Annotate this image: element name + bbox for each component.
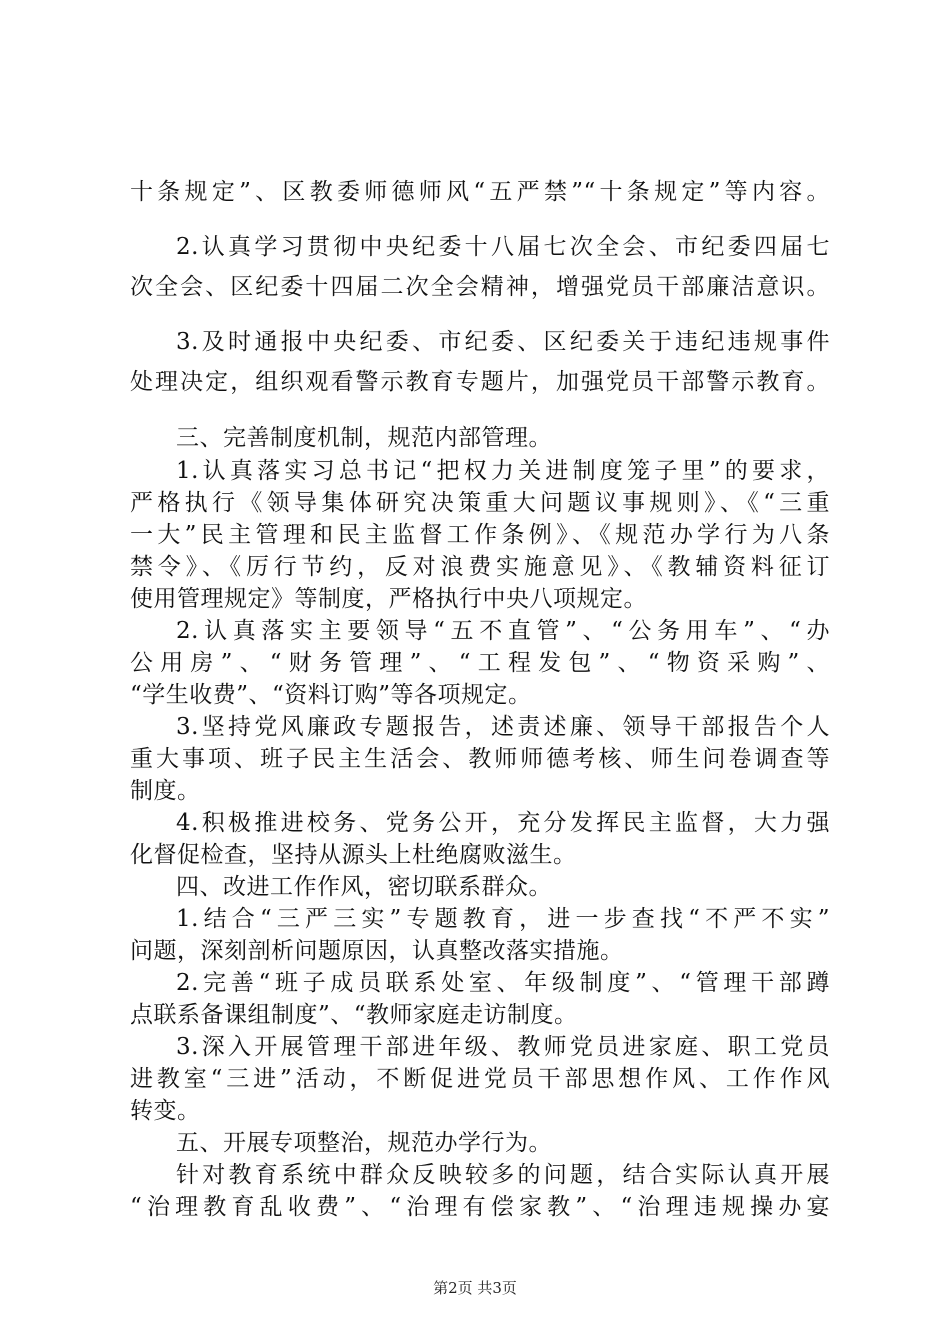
text-line: 1.结合“三严三实”专题教育，进一步查找“不严不实” [176, 906, 830, 932]
text-line: 问题，深刻剖析问题原因，认真整改落实措施。 [130, 938, 624, 964]
text-line: 制度。 [130, 778, 201, 804]
text-line: 禁令》、《厉行节约，反对浪费实施意见》、《教辅资料征订 [130, 554, 830, 580]
text-line: 进教室“三进”活动，不断促进党员干部思想作风、工作作风 [130, 1066, 830, 1092]
text-line: 3.深入开展管理干部进年级、教师党员进家庭、职工党员 [176, 1034, 830, 1060]
text-line: 1.认真落实习总书记“把权力关进制度笼子里”的要求， [176, 458, 830, 484]
text-line: 使用管理规定》等制度，严格执行中央八项规定。 [130, 586, 647, 612]
text-line: 一大”民主管理和民主监督工作条例》、《规范办学行为八条 [130, 522, 830, 548]
text-line: 2.完善“班子成员联系处室、年级制度”、“管理干部蹲 [176, 970, 830, 996]
text-line: 十条规定”、区教委师德师风“五严禁”“十条规定”等内容。 [130, 179, 830, 205]
text-line: 处理决定，组织观看警示教育专题片，加强党员干部警示教育。 [130, 369, 830, 395]
section-heading: 三、完善制度机制，规范内部管理。 [176, 425, 552, 451]
text-line: 转变。 [130, 1098, 201, 1124]
text-line: 针对教育系统中群众反映较多的问题，结合实际认真开展 [176, 1162, 830, 1188]
text-line: 化督促检查，坚持从源头上杜绝腐败滋生。 [130, 842, 577, 868]
text-line: 重大事项、班子民主生活会、教师师德考核、师生问卷调查等 [130, 746, 830, 772]
text-line: 4.积极推进校务、党务公开，充分发挥民主监督，大力强 [176, 810, 830, 836]
text-line: 次全会、区纪委十四届二次全会精神，增强党员干部廉洁意识。 [130, 274, 830, 300]
text-line: 3.及时通报中央纪委、市纪委、区纪委关于违纪违规事件 [176, 329, 830, 355]
text-line: 点联系备课组制度”、“教师家庭走访制度。 [130, 1002, 578, 1028]
text-line: 2.认真落实主要领导“五不直管”、“公务用车”、“办 [176, 618, 830, 644]
text-line: “治理教育乱收费”、“治理有偿家教”、“治理违规操办宴 [130, 1194, 830, 1220]
section-heading: 五、开展专项整治，规范办学行为。 [176, 1130, 552, 1156]
text-line: 3.坚持党风廉政专题报告，述责述廉、领导干部报告个人 [176, 714, 830, 740]
text-line: “学生收费”、“资料订购”等各项规定。 [130, 682, 532, 708]
text-line: 公用房”、“财务管理”、“工程发包”、“物资采购”、 [130, 650, 830, 676]
text-line: 严格执行《领导集体研究决策重大问题议事规则》、《“三重 [130, 490, 830, 516]
section-heading: 四、改进工作作风，密切联系群众。 [176, 874, 552, 900]
text-line: 2.认真学习贯彻中央纪委十八届七次全会、市纪委四届七 [176, 234, 830, 260]
page-number-footer: 第2页 共3页 [433, 1279, 517, 1297]
